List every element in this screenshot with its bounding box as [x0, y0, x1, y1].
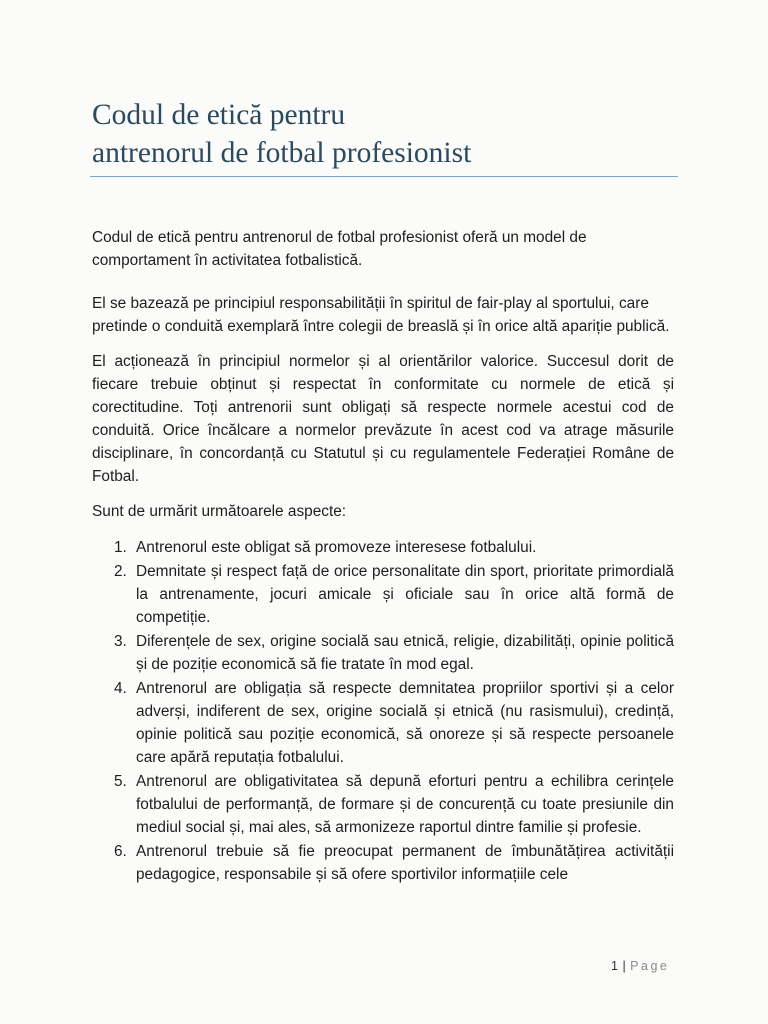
list-item-text: Antrenorul este obligat să promoveze interesese fotbalului.	[136, 539, 537, 556]
document-body	[92, 226, 674, 887]
list-item-number: 5.	[114, 773, 127, 790]
list-item-text: Antrenorul trebuie să fie preocupat permanent de îmbunătățirea activității pedagogice, responsabile și să ofere sportivilor informațiile cele	[136, 843, 674, 883]
title-line-2: antrenorul de fotbal profesionist	[92, 137, 472, 169]
title-line-1: Codul de etică pentru	[92, 99, 346, 131]
list-item-text: Demnitate și respect față de orice personalitate din sport, prioritate primordială la antrenamente, jocuri amicale și oficiale sau în orice altă formă de competiție.	[136, 563, 674, 626]
list-item	[92, 536, 674, 559]
document-title	[92, 96, 692, 172]
list-item-number: 3.	[114, 633, 127, 650]
list-item	[92, 770, 674, 839]
list-item-number: 6.	[114, 843, 127, 860]
paragraph-principle: El se bazează pe principiul responsabilității în spiritul de fair-play al sportului, care pretinde o conduită exemplară între colegii de breaslă și în orice altă apariție publică.	[92, 295, 670, 335]
aspects-list	[92, 536, 674, 886]
paragraph-intro: Codul de etică pentru antrenorul de fotbal profesionist oferă un model de comportament în activitatea fotbalistică.	[92, 229, 587, 269]
list-item-text: Antrenorul are obligația să respecte demnitatea propriilor sportivi și a celor adverși, indiferent de sex, origine socială și etnică (nu rasismului), credință, opinie politică sau poziție economică, să onoreze și să respecte persoanele care apără reputația fotbalului.	[136, 680, 674, 766]
page-separator: |	[622, 959, 627, 973]
page-label: Page	[630, 959, 670, 973]
list-item	[92, 677, 674, 769]
list-item-text: Diferențele de sex, origine socială sau etnică, religie, dizabilități, opinie politică și de poziție economică să fie tratate în mod egal.	[136, 633, 674, 673]
list-item-text: Antrenorul are obligativitatea să depună eforturi pentru a echilibra cerințele fotbalului de performanță, de formare și de concurență cu toate presiunile din mediul social și, mai ales, să armonizeze raportul dintre familie și profesie.	[136, 773, 674, 836]
paragraph-norms: El acționează în principiul normelor și al orientărilor valorice. Succesul dorit de fiecare trebuie obținut și respectat în conformitate cu normele de etică și corectitudine. Toți antrenorii sunt obligați să respecte normele acestui cod de conduită. Orice încălcare a normelor prevăzute în acest cod va atrage măsurile disciplinare, în concordanță cu Statutul și cu regulamentele Federației Române de Fotbal.	[92, 353, 674, 485]
list-item	[92, 840, 674, 886]
list-item-number: 1.	[114, 539, 127, 556]
page-number: 1	[611, 959, 619, 973]
list-item	[92, 560, 674, 629]
list-item-number: 2.	[114, 563, 127, 580]
paragraph-aspects-heading: Sunt de urmărit următoarele aspecte:	[92, 503, 347, 520]
list-item-number: 4.	[114, 680, 127, 697]
list-item	[92, 630, 674, 676]
title-underline	[90, 176, 678, 177]
page-footer	[611, 959, 669, 973]
